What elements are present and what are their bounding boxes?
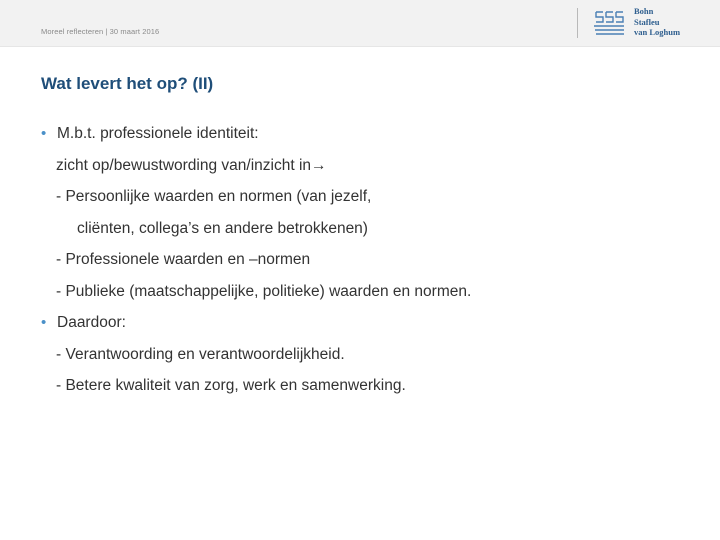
sub-line: zicht op/bewustwording van/inzicht in→: [56, 156, 327, 174]
publisher-logo: [592, 6, 702, 40]
logo-line: Stafleu: [634, 16, 660, 27]
header-divider: [577, 8, 578, 38]
bullet-text: Daardoor:: [57, 314, 126, 331]
sub-line: - Betere kwaliteit van zorg, werk en samenwerking.: [56, 377, 406, 394]
logo-line: Bohn: [634, 6, 654, 16]
sub-line: - Publieke (maatschappelijke, politieke) waarden en normen.: [56, 282, 472, 300]
slide-content: [41, 118, 701, 402]
bullet-text: M.b.t. professionele identiteit:: [57, 125, 259, 142]
logo-line: van Loghum: [634, 27, 681, 37]
slide-title: Wat levert het op? (II): [41, 74, 214, 93]
sub-line: - Persoonlijke waarden en normen (van jezelf,: [56, 188, 372, 205]
sub-line: - Professionele waarden en –normen: [56, 251, 311, 268]
bullet-item: [41, 307, 701, 339]
bullet-dot: •: [41, 314, 47, 331]
header-meta-text: Moreel reflecteren | 30 maart 2016: [41, 27, 160, 36]
bullet-dot: •: [41, 125, 47, 142]
logo-wordmark: [634, 6, 702, 38]
sub-line: - Verantwoording en verantwoordelijkheid.: [56, 345, 345, 363]
sss-logo-icon: [592, 8, 628, 38]
bullet-item: [41, 118, 701, 150]
sub-line: cliënten, collega’s en andere betrokkenen): [77, 219, 368, 237]
